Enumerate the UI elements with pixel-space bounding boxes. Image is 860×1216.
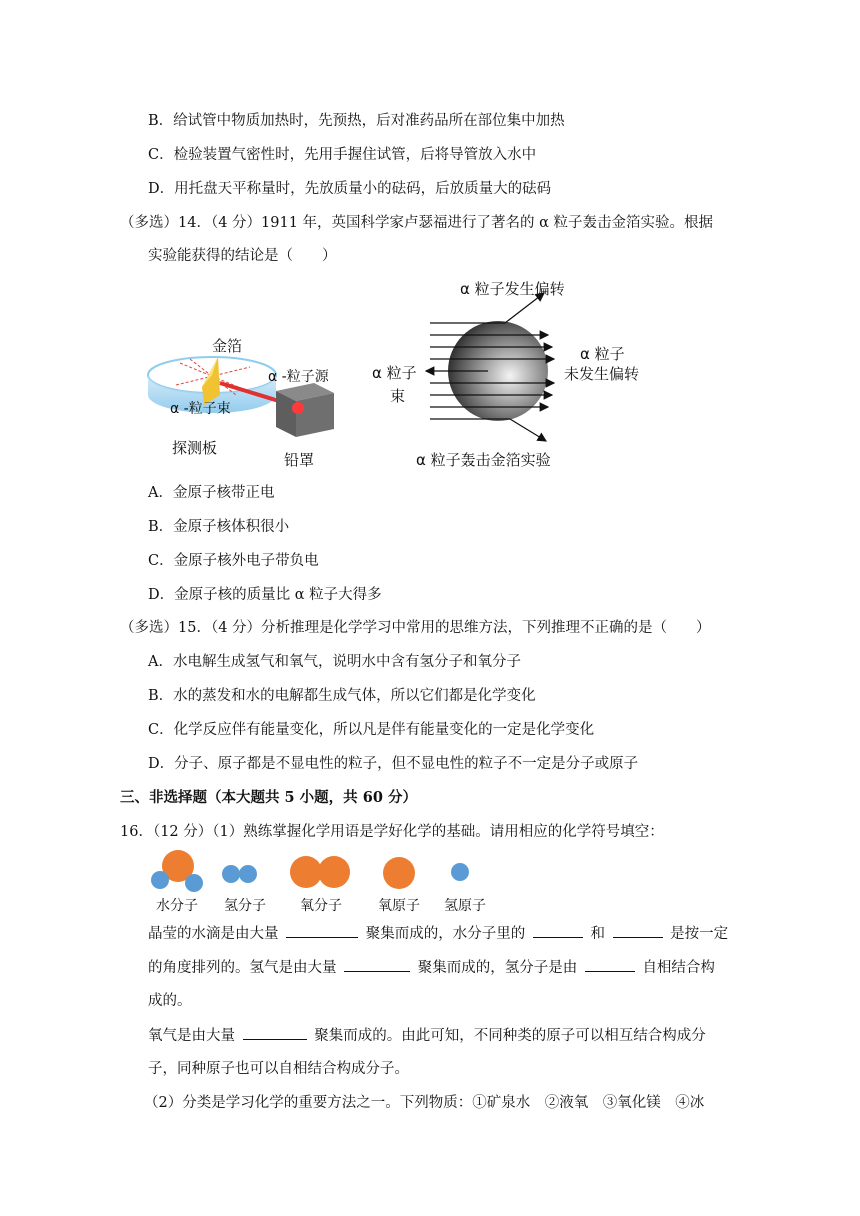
label-alpha-beam: α -粒子束 — [170, 401, 231, 417]
q16-line1: 晶莹的水滴是由大量 聚集而成的，水分子里的 和 是按一定 — [148, 923, 728, 944]
molecule-legend — [140, 846, 500, 922]
label-undeflected-2: 未发生偏转 — [564, 365, 640, 383]
label-detector: 探测板 — [172, 439, 218, 457]
q15-option-c: C．化学反应伴有能量变化，所以凡是伴有能量变化的一定是化学变化 — [148, 722, 595, 738]
oxygen-atom-icon — [383, 857, 415, 889]
answer-blank-1[interactable] — [286, 923, 358, 938]
q16-line3: 成的。 — [148, 993, 192, 1009]
q16-part2: （2）分类是学习化学的重要方法之一。下列物质：①矿泉水 ②液氧 ③氧化镁 ④冰 — [144, 1095, 705, 1111]
legend-o-atom: 氧原子 — [378, 898, 420, 914]
q14-option-c: C．金原子核外电子带负电 — [148, 553, 319, 569]
q14-stem-line1: （多选）14．（4 分）1911 年，英国科学家卢瑟福进行了著名的 α 粒子轰击金箔实验。根据 — [120, 215, 714, 231]
answer-blank-3[interactable] — [613, 923, 663, 938]
q15-stem: （多选）15．（4 分）分析推理是化学学习中常用的思维方法，下列推理不正确的是（ ） — [120, 620, 711, 636]
q14-option-b: B．金原子核体积很小 — [148, 519, 290, 535]
q16-line2: 的角度排列的。氢气是由大量 聚集而成的，氢分子是由 自相结合构 — [148, 957, 715, 978]
figure-caption: α 粒子轰击金箔实验 — [416, 451, 551, 469]
q16-stem: 16．（12 分）（1）熟练掌握化学用语是学好化学的基础。请用相应的化学符号填空： — [120, 824, 664, 840]
legend-oxygen: 氧分子 — [300, 898, 342, 914]
answer-blank-6[interactable] — [243, 1025, 307, 1040]
label-gold-foil: 金箔 — [212, 337, 243, 355]
legend-water: 水分子 — [156, 898, 198, 914]
label-alpha-source: α -粒子源 — [268, 369, 329, 385]
hydrogen-atom-icon — [451, 863, 469, 881]
q16-line4: 氧气是由大量 聚集而成的。由此可知，不同种类的原子可以相互结合构成分 — [148, 1025, 706, 1046]
water-molecule-icon — [151, 850, 203, 892]
label-lead-box: 铅罩 — [284, 451, 315, 469]
label-undeflected-1: α 粒子 — [580, 345, 625, 363]
label-deflected: α 粒子发生偏转 — [460, 280, 565, 298]
q15-option-a: A．水电解生成氢气和氧气，说明水中含有氢分子和氧分子 — [148, 654, 521, 670]
q14-stem-line2: 实验能获得的结论是（ ） — [148, 248, 337, 264]
answer-blank-4[interactable] — [344, 957, 410, 972]
hydrogen-molecule-icon — [222, 865, 257, 883]
q14-option-a: A．金原子核带正电 — [148, 485, 275, 501]
oxygen-molecule-icon — [290, 856, 350, 888]
legend-h-atom: 氢原子 — [444, 898, 486, 914]
legend-hydrogen: 氢分子 — [224, 898, 266, 914]
answer-blank-2[interactable] — [533, 923, 583, 938]
q13-option-d: D．用托盘天平称量时，先放质量小的砝码，后放质量大的砝码 — [148, 181, 552, 197]
q14-option-d: D．金原子核的质量比 α 粒子大得多 — [148, 587, 382, 603]
section-3-heading: 三、非选择题（本大题共 5 小题，共 60 分） — [120, 789, 417, 806]
q15-option-d: D．分子、原子都是不显电性的粒子，但不显电性的粒子不一定是分子或原子 — [148, 756, 639, 772]
label-beam-left-2: 束 — [390, 387, 406, 405]
q16-line5: 子，同种原子也可以自相结合构成分子。 — [148, 1061, 409, 1077]
answer-blank-5[interactable] — [585, 957, 635, 972]
q13-option-b: B．给试管中物质加热时，先预热，后对准药品所在部位集中加热 — [148, 113, 565, 129]
label-beam-left-1: α 粒子 — [372, 364, 417, 382]
lead-box-icon — [276, 383, 334, 437]
rutherford-figure — [140, 275, 680, 475]
q15-option-b: B．水的蒸发和水的电解都生成气体，所以它们都是化学变化 — [148, 688, 536, 704]
q13-option-c: C．检验装置气密性时，先用手握住试管，后将导管放入水中 — [148, 147, 537, 163]
